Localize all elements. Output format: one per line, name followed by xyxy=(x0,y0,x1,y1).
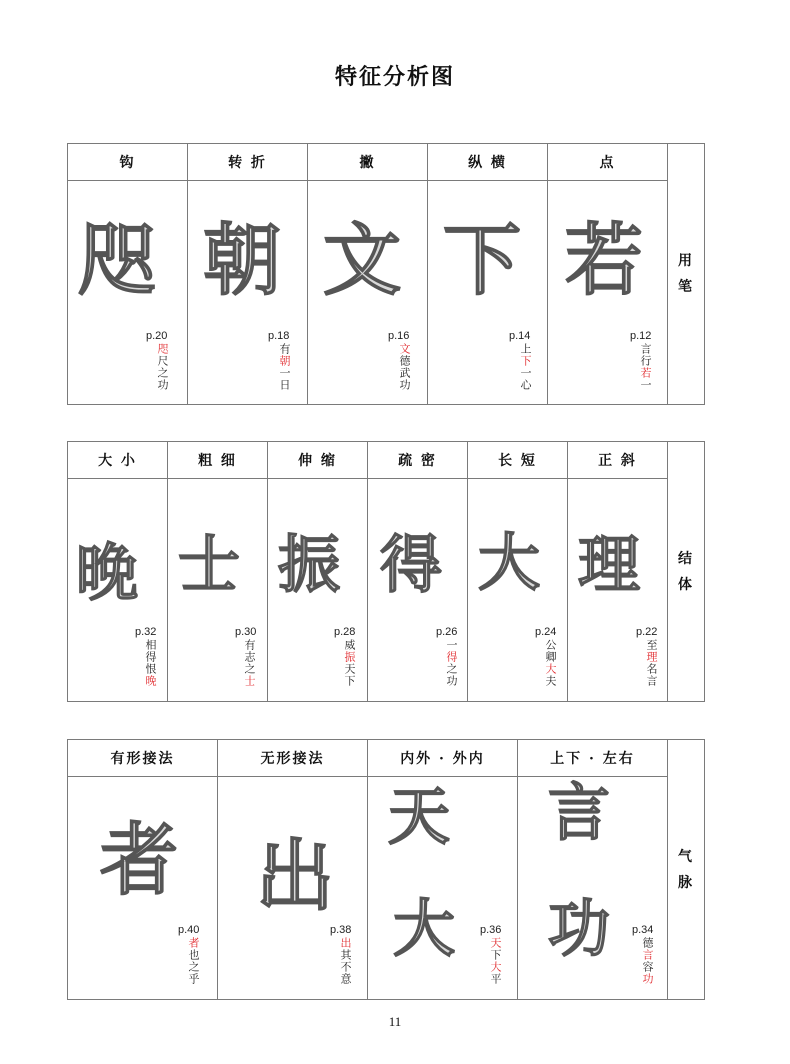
page-ref: p.20 xyxy=(146,330,168,342)
phrase-char: 容 xyxy=(641,961,654,973)
calligraphy-char: 下 xyxy=(443,215,522,306)
header-cell: 长 短 xyxy=(468,442,568,478)
phrase-char: 卿 xyxy=(544,651,557,663)
phrase-char: 意 xyxy=(339,973,352,985)
page-ref: p.34 xyxy=(632,924,654,936)
phrase-char: 功 xyxy=(445,675,458,687)
side-label xyxy=(666,144,704,404)
phrase-char: 言 xyxy=(645,675,658,687)
phrase-char: 之 xyxy=(445,663,458,675)
page-ref: p.30 xyxy=(235,626,257,638)
phrase-char: 武 xyxy=(398,367,411,379)
phrase-vertical xyxy=(445,639,457,687)
page-ref: p.36 xyxy=(480,924,502,936)
header-cell: 无形接法 xyxy=(218,740,368,776)
phrase-vertical xyxy=(343,639,355,687)
phrase-vertical xyxy=(641,937,653,985)
phrase-char: 一 xyxy=(519,367,532,379)
calligraphy-char: 文 xyxy=(323,215,402,306)
phrase-char: 有 xyxy=(243,639,256,651)
page-ref: p.16 xyxy=(388,330,410,342)
phrase-char: 之 xyxy=(187,961,200,973)
phrase-char: 德 xyxy=(641,937,654,949)
feature-panel-brushwork xyxy=(67,143,705,405)
phrase-char: 得 xyxy=(445,651,458,663)
phrase-char: 乎 xyxy=(187,973,200,985)
phrase-vertical xyxy=(645,639,657,687)
calligraphy-char: 朝 xyxy=(203,215,282,306)
page-ref: p.38 xyxy=(330,924,352,936)
phrase-char: 文 xyxy=(398,343,411,355)
phrase-char: 言 xyxy=(639,343,652,355)
phrase-char: 一 xyxy=(278,367,291,379)
phrase-char: 平 xyxy=(489,973,502,985)
side-char: 笔 xyxy=(678,279,692,295)
phrase-char: 若 xyxy=(639,367,652,379)
phrase-char: 咫 xyxy=(156,343,169,355)
calligraphy-char: 咫 xyxy=(78,215,157,306)
calligraphy-char: 理 xyxy=(578,528,641,601)
side-char: 脉 xyxy=(678,874,692,891)
phrase-char: 下 xyxy=(343,675,356,687)
phrase-char: 功 xyxy=(156,379,169,391)
page-ref: p.12 xyxy=(630,330,652,342)
phrase-vertical xyxy=(519,343,531,391)
phrase-char: 下 xyxy=(489,949,502,961)
header-cell: 纵 横 xyxy=(428,144,548,180)
side-label xyxy=(666,442,704,701)
calligraphy-char: 得 xyxy=(380,528,443,601)
phrase-char: 其 xyxy=(339,949,352,961)
phrase-char: 威 xyxy=(343,639,356,651)
feature-panel-structure xyxy=(67,441,705,702)
side-char: 用 xyxy=(678,253,692,269)
calligraphy-char: 言 xyxy=(548,776,611,849)
phrase-char: 之 xyxy=(243,663,256,675)
calligraphy-char: 大 xyxy=(393,892,456,965)
side-char: 气 xyxy=(678,848,692,865)
phrase-char: 一 xyxy=(639,379,652,391)
phrase-char: 一 xyxy=(445,639,458,651)
phrase-char: 理 xyxy=(645,651,658,663)
phrase-char: 名 xyxy=(645,663,658,675)
phrase-char: 下 xyxy=(519,355,532,367)
phrase-char: 也 xyxy=(187,949,200,961)
phrase-vertical xyxy=(639,343,651,391)
phrase-vertical xyxy=(339,937,351,985)
page-ref: p.32 xyxy=(135,626,157,638)
phrase-char: 天 xyxy=(489,937,502,949)
page-ref: p.40 xyxy=(178,924,200,936)
page-number: 11 xyxy=(388,1014,402,1029)
phrase-vertical xyxy=(156,343,168,391)
phrase-char: 志 xyxy=(243,651,256,663)
header-cell: 钩 xyxy=(68,144,188,180)
header-cell: 转 折 xyxy=(188,144,308,180)
page-ref: p.22 xyxy=(636,626,658,638)
header-cell: 有形接法 xyxy=(68,740,218,776)
calligraphy-char: 晚 xyxy=(76,536,139,609)
page-ref: p.18 xyxy=(268,330,290,342)
header-cell: 点 xyxy=(548,144,668,180)
calligraphy-char: 士 xyxy=(178,528,241,601)
page-ref: p.28 xyxy=(334,626,356,638)
phrase-vertical xyxy=(243,639,255,687)
phrase-char: 出 xyxy=(339,937,352,949)
phrase-char: 有 xyxy=(278,343,291,355)
phrase-char: 至 xyxy=(645,639,658,651)
phrase-char: 恨 xyxy=(144,663,157,675)
header-cell: 正 斜 xyxy=(568,442,668,478)
phrase-char: 士 xyxy=(243,675,256,687)
calligraphy-char: 若 xyxy=(565,215,644,306)
phrase-vertical xyxy=(187,937,199,985)
phrase-vertical xyxy=(489,937,501,985)
page-title: 特征分析图 xyxy=(334,64,455,90)
phrase-char: 功 xyxy=(641,973,654,985)
header-cell: 大 小 xyxy=(68,442,168,478)
calligraphy-char: 振 xyxy=(278,528,341,601)
phrase-char: 心 xyxy=(519,379,532,391)
header-cell: 伸 缩 xyxy=(268,442,368,478)
feature-panel-flow xyxy=(67,739,705,1000)
calligraphy-char: 者 xyxy=(100,815,179,906)
phrase-char: 天 xyxy=(343,663,356,675)
phrase-char: 相 xyxy=(144,639,157,651)
phrase-char: 功 xyxy=(398,379,411,391)
side-label xyxy=(666,740,704,999)
page-ref: p.14 xyxy=(509,330,531,342)
phrase-char: 者 xyxy=(187,937,200,949)
phrase-vertical xyxy=(144,639,156,687)
calligraphy-char: 出 xyxy=(256,831,335,922)
phrase-char: 大 xyxy=(489,961,502,973)
header-cell: 内外 · 外内 xyxy=(368,740,518,776)
page-ref: p.24 xyxy=(535,626,557,638)
phrase-char: 公 xyxy=(544,639,557,651)
phrase-char: 上 xyxy=(519,343,532,355)
phrase-char: 晚 xyxy=(144,675,157,687)
phrase-char: 尺 xyxy=(156,355,169,367)
phrase-char: 行 xyxy=(639,355,652,367)
phrase-char: 之 xyxy=(156,367,169,379)
phrase-char: 言 xyxy=(641,949,654,961)
phrase-char: 得 xyxy=(144,651,157,663)
calligraphy-char: 天 xyxy=(388,780,451,853)
phrase-char: 朝 xyxy=(278,355,291,367)
page-ref: p.26 xyxy=(436,626,458,638)
phrase-vertical xyxy=(544,639,556,687)
phrase-char: 夫 xyxy=(544,675,557,687)
header-cell: 粗 细 xyxy=(168,442,268,478)
phrase-char: 大 xyxy=(544,663,557,675)
calligraphy-char: 功 xyxy=(548,892,611,965)
header-cell: 上下 · 左右 xyxy=(518,740,668,776)
phrase-vertical xyxy=(398,343,410,391)
calligraphy-char: 大 xyxy=(478,526,541,599)
side-char: 结 xyxy=(678,550,692,567)
side-char: 体 xyxy=(678,576,692,593)
phrase-char: 振 xyxy=(343,651,356,663)
phrase-char: 德 xyxy=(398,355,411,367)
phrase-char: 日 xyxy=(278,379,291,391)
header-cell: 撇 xyxy=(308,144,428,180)
header-cell: 疏 密 xyxy=(368,442,468,478)
phrase-vertical xyxy=(278,343,290,391)
phrase-char: 不 xyxy=(339,961,352,973)
